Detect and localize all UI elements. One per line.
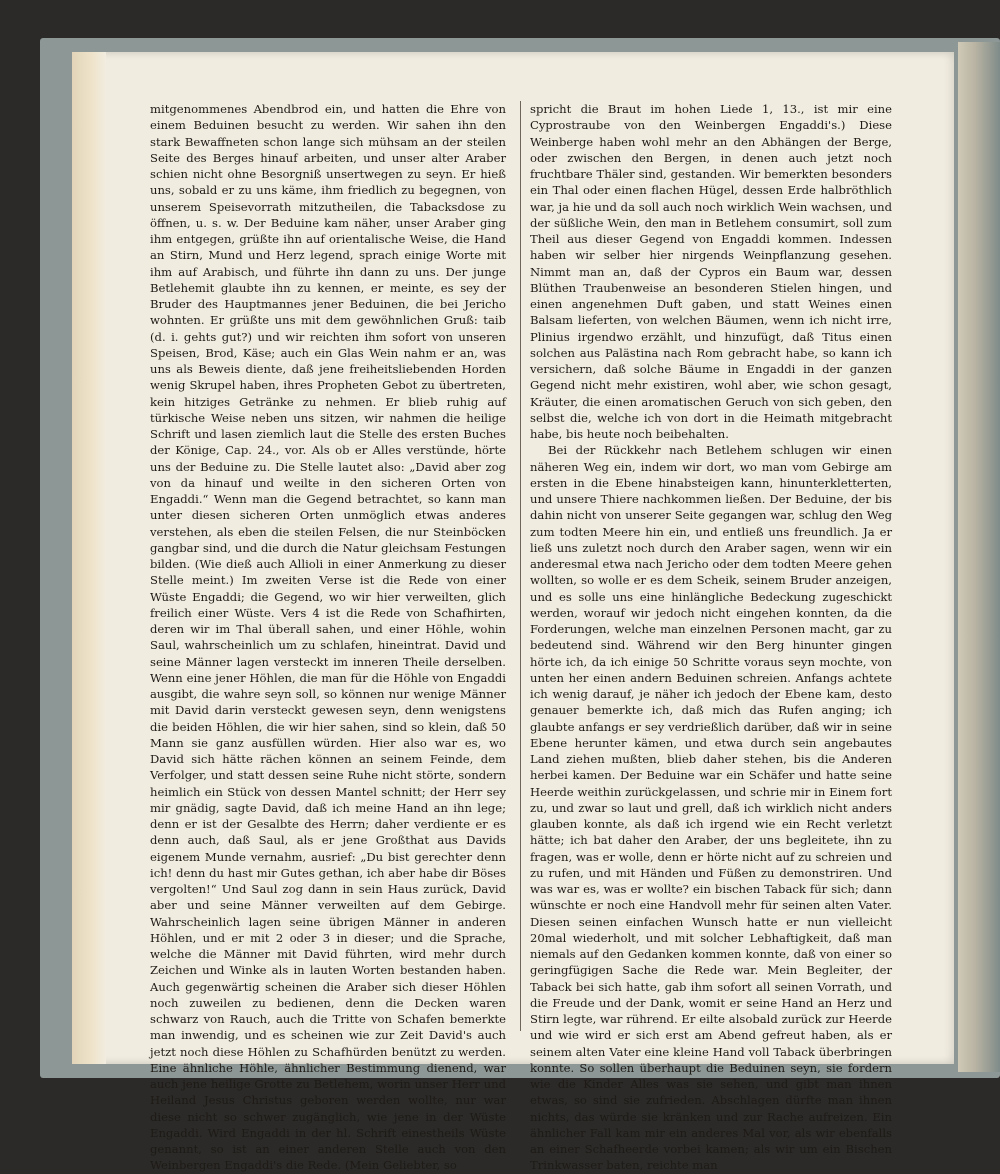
paragraph: Bei der Rückkehr nach Betlehem schlugen wir einen näheren Weg ein, indem wir dort, wo man vom Gebirge am ersten in die Ebene hinabsteigen kann, hinunterkletterten, und unsere Thiere nachkommen ließen. Der Beduine, der bis dahin nicht von unserer Seite gegangen war, schlug den Weg zum todten Meere hin ein, und entließ uns freundlich. Ja er ließ uns zuletzt noch durch den Araber sagen, wenn wir ein anderesmal etwa nach Jericho oder dem todten Meere gehen wollten, so wolle er es dem Scheik, seinem Bruder anzeigen, und es solle uns eine hinlängliche Bedeckung zugeschickt werden, worauf wir jedoch nicht eingehen konnten, da die Forderungen, welche man einzelnen Personen macht, gar zu bedeutend sind. Während wir den Berg hinunter gingen hörte ich, da ich einige 50 Schritte voraus seyn mochte, von unten her einen andern Beduinen schreien. Anfangs achtete ich wenig darauf, je näher ich jedoch der Ebene kam, desto genauer bemerkte ich, daß mich das Rufen anging; ich glaubte anfangs er sey verdrießlich darüber, daß wir in seine Ebene herunter kämen, und etwa durch sein angebautes Land ziehen mußten, blieb daher stehen, bis die Anderen herbei kamen. Der Beduine war ein Schäfer und hatte seine Heerde weithin zurückgelassen, und schrie mir in Einem fort zu, und zwar so laut und grell, daß ich wirklich nicht anders glauben konnte, als daß ich irgend wie ein Recht verletzt hätte; ich bat daher den Araber, der uns begleitete, ihn zu fragen, was er wolle, denn er hörte nicht auf zu schreien und zu rufen, und mit Händen und Füßen zu demonstriren. Und was war es, was er wollte? ein bischen Taback für sich; dann wünschte er noch eine Handvoll mehr für seinen alten Vater. Diesen seinen einfachen Wunsch hatte er nun vielleicht 20mal wiederholt, und mit solcher Lebhaftigkeit, daß man niemals auf den Gedanken kommen konnte, daß von einer so geringfügigen Sache die Rede war. Mein Begleiter, der Taback bei sich hatte, gab ihm sofort all seinen Vorrath, und die Freude und der Dank, womit er seine Hand an Herz und Stirn legte, war rührend. Er eilte alsobald zurück zur Heerde und wie wird er sich erst am Abend gefreut haben, als er seinem alten Vater eine kleine Hand voll Taback überbringen konnte. So sollen überhaupt die Beduinen seyn, sie fordern wie die Kinder Alles was sie sehen, und gibt man ihnen etwas, so sind sie zufrieden. Abschlagen dürfte man ihnen nichts, das würde sie kränken und zur Rache aufreizen. Ein ähnlicher Fall kam mir ein anderes Mal vor, als wir ebenfalls an einer Schafheerde vorbei kamen; als wir um ein Bischen Trinkwasser baten, reichte man [530, 443, 892, 1173]
facing-page-edge [958, 42, 1000, 1072]
text-column-left [150, 101, 506, 1174]
page-gutter [72, 52, 106, 1064]
text-column-right [530, 101, 892, 1174]
column-divider [520, 101, 521, 1031]
paragraph: mitgenommenes Abendbrod ein, und hatten die Ehre von einem Beduinen besucht zu werden. Wir sahen ihn den stark Bewaffneten schon lange sich mühsam an der steilen Seite des Berges hinauf arbeiten, und unser alter Araber schien nicht ohne Besorgniß unsertwegen zu seyn. Er hieß uns, sobald er zu uns käme, ihm friedlich zu begegnen, von unserem Speisevorrath mitzutheilen, die Tabacksdose zu öffnen, u. s. w. Der Beduine kam näher, unser Araber ging ihm entgegen, grüßte ihn auf orientalische Weise, die Hand an Stirn, Mund und Herz legend, sprach einige Worte mit ihm auf Arabisch, und führte ihn dann zu uns. Der junge Betlehemit glaubte ihn zu kennen, er meinte, es sey der Bruder des Hauptmannes jener Beduinen, die bei Jericho wohnten. Er grüßte uns mit dem gewöhnlichen Gruß: taib (d. i. gehts gut?) und wir reichten ihm sofort von unseren Speisen, Brod, Käse; auch ein Glas Wein nahm er an, was uns als Beweis diente, daß jene freiheitsliebenden Horden wenig Skrupel haben, ihres Propheten Gebot zu übertreten, kein hitziges Getränke zu nehmen. Er blieb ruhig auf türkische Weise neben uns sitzen, wir nahmen die heilige Schrift und lasen ziemlich laut die Stelle des ersten Buches der Könige, Cap. 24., vor. Als ob er Alles verstünde, hörte uns der Beduine zu. Die Stelle lautet also: „David aber zog von da hinauf und weilte in den sicheren Orten von Engaddi.“ Wenn man die Gegend betrachtet, so kann man unter diesen sicheren Orten unmöglich etwas anderes verstehen, als eben die steilen Felsen, die nur Steinböcken gangbar sind, und die durch die Natur gleichsam Festungen bilden. (Wie dieß auch Allioli in einer Anmerkung zu dieser Stelle meint.) Im zweiten Verse ist die Rede von einer Wüste Engaddi; die Gegend, wo wir hier verweilten, glich freilich einer Wüste. Vers 4 ist die Rede von Schafhirten, deren wir im Thal überall sahen, und einer Höhle, wohin Saul, wahrscheinlich um zu schlafen, hineintrat. David und seine Männer lagen versteckt im inneren Theile derselben. Wenn eine jener Höhlen, die man für die Höhle von Engaddi ausgibt, die wahre seyn soll, so können nur wenige Männer mit David darin versteckt gewesen seyn, denn wenigstens die beiden Höhlen, die wir hier sahen, sind so klein, daß 50 Mann sie ganz ausfüllen würden. Hier also war es, wo David sich hätte rächen können an seinem Feinde, dem Verfolger, und statt dessen seine Ruhe nicht störte, sondern heimlich ein Stück von dessen Mantel schnitt; der Herr sey mir gnädig, sagte David, daß ich meine Hand an ihn lege; denn er ist der Gesalbte des Herrn; daher verdiente er es denn auch, daß Saul, als er jene Großthat aus Davids eigenem Munde vernahm, ausrief: „Du bist gerechter denn ich! denn du hast mir Gutes gethan, ich aber habe dir Böses vergolten!“ Und Saul zog dann in sein Haus zurück, David aber und seine Männer verweilten auf dem Gebirge. Wahrscheinlich lagen seine übrigen Männer in anderen Höhlen, und er mit 2 oder 3 in dieser; und die Sprache, welche die Männer mit David führten, wird mehr durch Zeichen und Winke als in lauten Worten bestanden haben. Auch gegenwärtig scheinen die Araber sich dieser Höhlen noch zuweilen zu bedienen, denn die Decken waren schwarz von Rauch, auch die Tritte von Schafen bemerkte man inwendig, und es scheinen wie zur Zeit David's auch jetzt noch diese Höhlen zu Schafhürden benützt zu werden. Eine ähnliche Höhle, ähnlicher Bestimmung dienend, war auch jene heilige Grotte zu Betlehem, worin unser Herr und Heiland Jesus Christus geboren werden wollte, nur war diese nicht so schwer zugänglich, wie jene in der Wüste Engaddi. Wird Engaddi in der hl. Schrift einestheils Wüste genannt, so ist an einer anderen Stelle auch von den Weinbergen Engaddi's die Rede. (Mein Geliebter, so [150, 102, 506, 1173]
paragraph: spricht die Braut im hohen Liede 1, 13., ist mir eine Cyprostraube von den Weinbergen Engaddi's.) Diese Weinberge haben wohl mehr an den Abhängen der Berge, oder zwischen den Bergen, in denen auch jetzt noch fruchtbare Thäler sind, gestanden. Wir bemerkten besonders ein Thal oder einen flachen Hügel, dessen Erde halbröthlich war, ja hie und da soll auch noch wirklich Wein wachsen, und der süßliche Wein, den man in Betlehem consumirt, soll zum Theil aus dieser Gegend von Engaddi kommen. Indessen haben wir selber hier nirgends Weinpflanzung gesehen. Nimmt man an, daß der Cypros ein Baum war, dessen Blüthen Traubenweise an besonderen Stielen hingen, und einen angenehmen Duft gaben, und statt Weines einen Balsam lieferten, von welchen Bäumen, wenn ich nicht irre, Plinius irgendwo erzählt, und hinzufügt, daß Titus einen solchen aus Palästina nach Rom gebracht habe, so kann ich versichern, daß solche Bäume in Engaddi in der ganzen Gegend nicht mehr existiren, wohl aber, wie schon gesagt, Kräuter, die einen aromatischen Geruch von sich geben, den selbst die, welche ich von dort in die Heimath mitgebracht habe, bis heute noch beibehalten. [530, 102, 892, 441]
